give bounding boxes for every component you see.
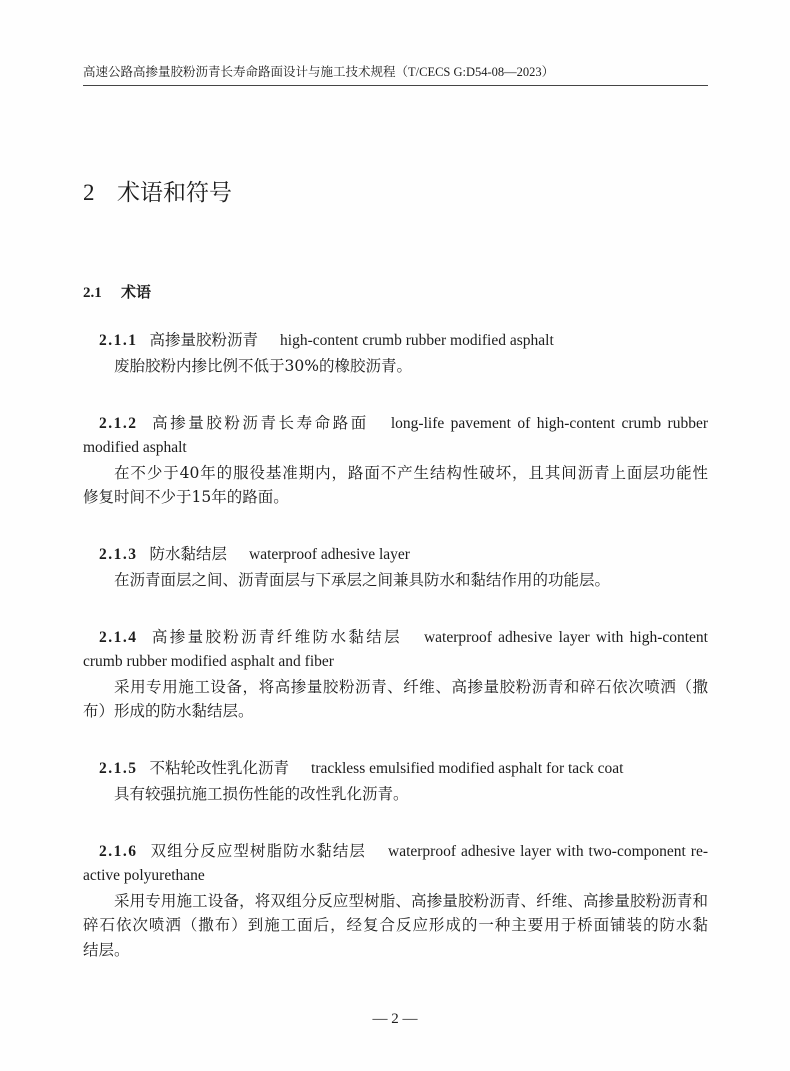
page-number: — 2 — — [372, 1011, 418, 1027]
term-english: waterproof adhesive layer with high-content — [423, 628, 708, 646]
term-definition-line: 具有较强抗施工损伤性能的改性乳化沥青。 — [114, 784, 409, 803]
term-entry — [83, 839, 708, 963]
section-title — [83, 281, 151, 304]
term-definition-line: 修复时间不少于15年的路面。 — [83, 488, 289, 506]
chapter-title — [83, 177, 232, 209]
term-definition-line: 采用专用施工设备，将高掺量胶粉沥青、纤维、高掺量胶粉沥青和碎石依次喷洒（撒 — [114, 677, 708, 696]
term-english-continued: modified asphalt — [83, 439, 187, 456]
term-entry — [83, 328, 708, 378]
term-chinese: 高掺量胶粉沥青长寿命路面 — [149, 413, 369, 432]
term-number: 2.1.3 — [99, 546, 138, 563]
term-english-continued: active polyurethane — [83, 867, 205, 884]
term-english: waterproof adhesive layer — [249, 546, 410, 563]
term-definition-line: 碎石依次喷洒（撒布）到施工面后，经复合反应形成的一种主要用于桥面铺装的防水黏 — [83, 916, 708, 934]
term-definition-line: 采用专用施工设备，将双组分反应型树脂、高掺量胶粉沥青、纤维、高掺量胶粉沥青和 — [114, 891, 708, 910]
term-entry — [83, 625, 708, 724]
term-english: long-life pavement of high-content crumb rubber — [390, 414, 708, 432]
term-heading — [83, 411, 708, 437]
term-definition-line: 布）形成的防水黏结层。 — [83, 702, 254, 720]
term-english: trackless emulsified modified asphalt for tack coat — [311, 760, 624, 777]
term-definition-line: 在沥青面层之间、沥青面层与下承层之间兼具防水和黏结作用的功能层。 — [114, 570, 611, 589]
term-number: 2.1.1 — [99, 332, 138, 349]
term-heading — [83, 625, 708, 651]
running-head: 高速公路高掺量胶粉沥青长寿命路面设计与施工技术规程（T/CECS G:D54-08—2023） — [83, 63, 708, 86]
term-entry — [83, 756, 708, 806]
term-chinese: 高掺量胶粉沥青纤维防水黏结层 — [149, 627, 402, 646]
term-list — [83, 328, 708, 995]
term-english: high-content crumb rubber modified asphalt — [280, 332, 554, 349]
term-definition-line: 废胎胶粉内掺比例不低于30%的橡胶沥青。 — [114, 356, 412, 375]
term-heading — [83, 839, 708, 865]
term-number: 2.1.6 — [99, 842, 138, 860]
term-chinese: 防水黏结层 — [149, 545, 228, 563]
term-english-continued: crumb rubber modified asphalt and fiber — [83, 653, 334, 670]
term-number: 2.1.5 — [99, 760, 138, 777]
term-heading — [83, 328, 708, 354]
term-chinese: 双组分反应型树脂防水黏结层 — [149, 841, 367, 860]
term-number: 2.1.2 — [99, 414, 138, 432]
term-english: waterproof adhesive layer with two-component re- — [388, 842, 708, 860]
section-title-text: 术语 — [121, 283, 152, 301]
term-definition-line: 在不少于40年的服役基准期内，路面不产生结构性破坏，且其间沥青上面层功能性 — [114, 463, 708, 482]
term-chinese: 高掺量胶粉沥青 — [149, 331, 259, 349]
section-number: 2.1 — [83, 285, 102, 301]
term-chinese: 不粘轮改性乳化沥青 — [149, 759, 290, 777]
term-entry — [83, 411, 708, 510]
term-number: 2.1.4 — [99, 628, 138, 646]
chapter-title-text: 术语和符号 — [117, 180, 232, 206]
term-heading — [83, 756, 708, 782]
term-entry — [83, 542, 708, 592]
chapter-number: 2 — [83, 180, 95, 205]
term-heading — [83, 542, 708, 568]
term-definition-line: 结层。 — [83, 940, 130, 959]
